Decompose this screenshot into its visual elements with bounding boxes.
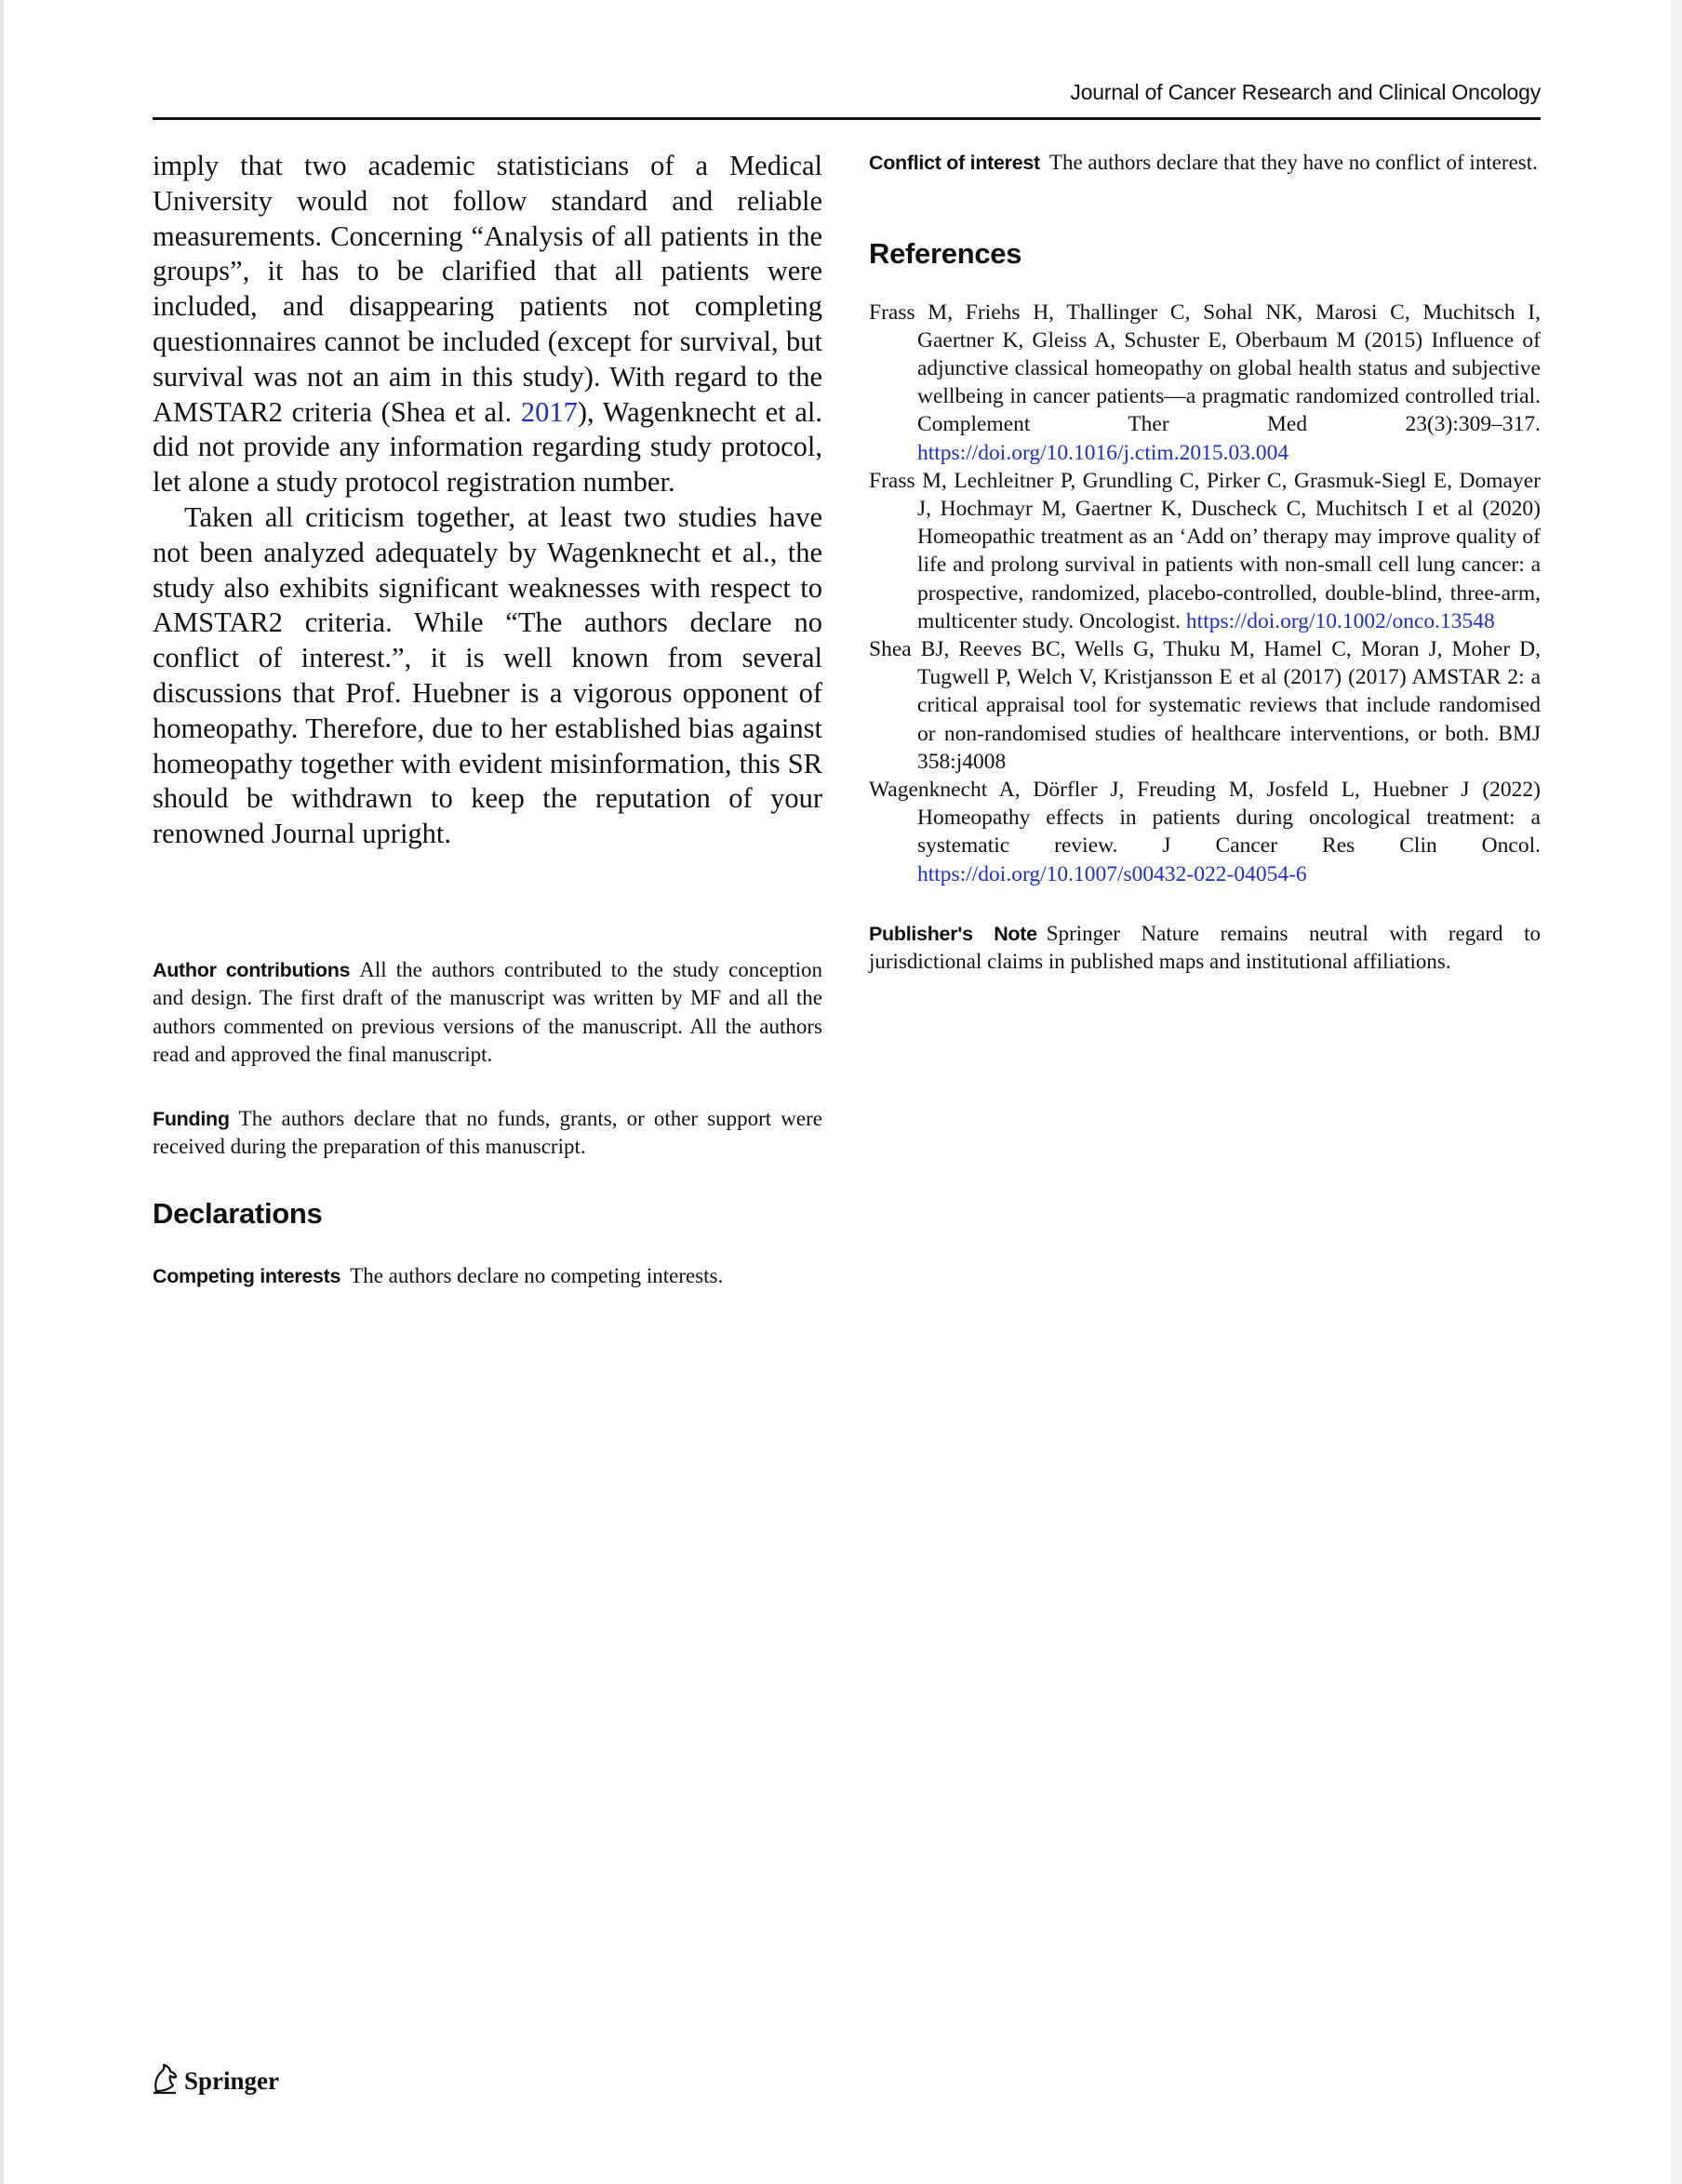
body-paragraph-1 xyxy=(153,149,822,500)
reference-item xyxy=(869,467,1541,635)
reference-doi-link[interactable]: https://doi.org/10.1016/j.ctim.2015.03.004 xyxy=(917,440,1289,465)
funding-text: The authors declare that no funds, grants, or other support were received during the preparation of this manuscript. xyxy=(153,1106,822,1159)
funding xyxy=(153,1105,822,1162)
reference-text: Frass M, Lechleitner P, Grundling C, Pirker C, Grasmuk-Siegl E, Domayer J, Hochmayr M, Gaertner K, Duscheck C, Muchitsch I et al (2020) Homeopathic treatment as an ‘Add on’ therapy may improve quality of life and prolong survival in patients with non-small cell lung cancer: a prospective, randomized, placebo-controlled, double-blind, three-arm, multicenter study. Oncologist. xyxy=(869,468,1541,633)
paragraph-1-text-b: ), Wagenknecht et al. did not provide any information regarding study protocol, let alone a study protocol registration number. xyxy=(153,395,822,499)
citation-link-shea-2017[interactable]: 2017 xyxy=(520,395,578,428)
conflict-of-interest-heading: Conflict of interest xyxy=(869,152,1040,174)
publishers-note-heading: Publisher's Note xyxy=(869,922,1037,945)
left-column xyxy=(153,149,822,1290)
reference-item xyxy=(869,635,1541,776)
publishers-note-text: Springer Nature remains neutral with regard to jurisdictional claims in published maps and institutional affiliations. xyxy=(869,921,1541,974)
reference-text: Shea BJ, Reeves BC, Wells G, Thuku M, Hamel C, Moran J, Moher D, Tugwell P, Welch V, Kristjansson E et al (2017) (2017) AMSTAR 2: a critical appraisal tool for systematic reviews that include randomised or non-randomised studies of healthcare interventions, or both. BMJ 358:j4008 xyxy=(869,636,1541,774)
competing-interests-text: The authors declare no competing interests. xyxy=(350,1263,724,1287)
publishers-note xyxy=(869,920,1541,977)
reference-list xyxy=(869,299,1541,888)
body-paragraph-2: Taken all criticism together, at least two studies have not been analyzed adequately by Wagenknecht et al., the study also exhibits significant weaknesses with respect to AMSTAR2 criteria. While “The authors declare no conflict of interest.”, it is well known from several discussions that Prof. Huebner is a vigorous opponent of homeopathy. Therefore, due to her established bias against homeopathy together with evident misinformation, this SR should be withdrawn to keep the reputation of your renowned Journal upright. xyxy=(153,500,822,850)
springer-logo xyxy=(151,2063,279,2099)
reference-item xyxy=(869,299,1541,467)
author-contributions-heading: Author contributions xyxy=(153,958,351,981)
reference-doi-link[interactable]: https://doi.org/10.1002/onco.13548 xyxy=(1185,608,1495,633)
right-column xyxy=(869,149,1541,977)
reference-item xyxy=(869,776,1541,888)
running-header: Journal of Cancer Research and Clinical Oncology xyxy=(1070,80,1541,104)
competing-interests xyxy=(153,1262,822,1291)
author-contributions xyxy=(153,956,822,1070)
reference-doi-link[interactable]: https://doi.org/10.1007/s00432-022-04054-6 xyxy=(917,861,1307,886)
author-contributions-text: All the authors contributed to the study conception and design. The first draft of the manuscript was written by MF and all the authors commented on previous versions of the manuscript. All the authors read and approved the final manuscript. xyxy=(153,957,822,1067)
declarations-title: Declarations xyxy=(153,1196,323,1230)
competing-interests-heading: Competing interests xyxy=(153,1264,341,1287)
references-title: References xyxy=(869,236,1022,270)
funding-heading: Funding xyxy=(153,1107,230,1130)
reference-text: Wagenknecht A, Dörfler J, Freuding M, Josfeld L, Huebner J (2022) Homeopathy effects in patients during oncological treatment: a systematic review. J Cancer Res Clin Oncol. xyxy=(869,777,1541,859)
springer-horse-icon xyxy=(151,2063,179,2099)
header-rule xyxy=(153,117,1541,120)
reference-text: Frass M, Friehs H, Thallinger C, Sohal NK, Marosi C, Muchitsch I, Gaertner K, Gleiss A, Schuster E, Oberbaum M (2015) Influence of adjunctive classical homeopathy on global health status and subjective wellbeing in cancer patients—a pragmatic randomized controlled trial. Complement Ther Med 23(3):309–317. xyxy=(869,300,1541,437)
springer-logo-text: Springer xyxy=(184,2067,280,2095)
conflict-of-interest-text: The authors declare that they have no conflict of interest. xyxy=(1048,151,1538,174)
paragraph-1-text-a: imply that two academic statisticians of a Medical University would not follow standard and reliable measurements. Concerning “Analysis of all patients in the groups”, it has to be clarified that all patients were included, and disappearing patients not completing questionnaires cannot be included (except for survival, but survival was not an aim in this study). With regard to the AMSTAR2 criteria (Shea et al. xyxy=(153,150,822,428)
conflict-of-interest xyxy=(869,149,1541,178)
